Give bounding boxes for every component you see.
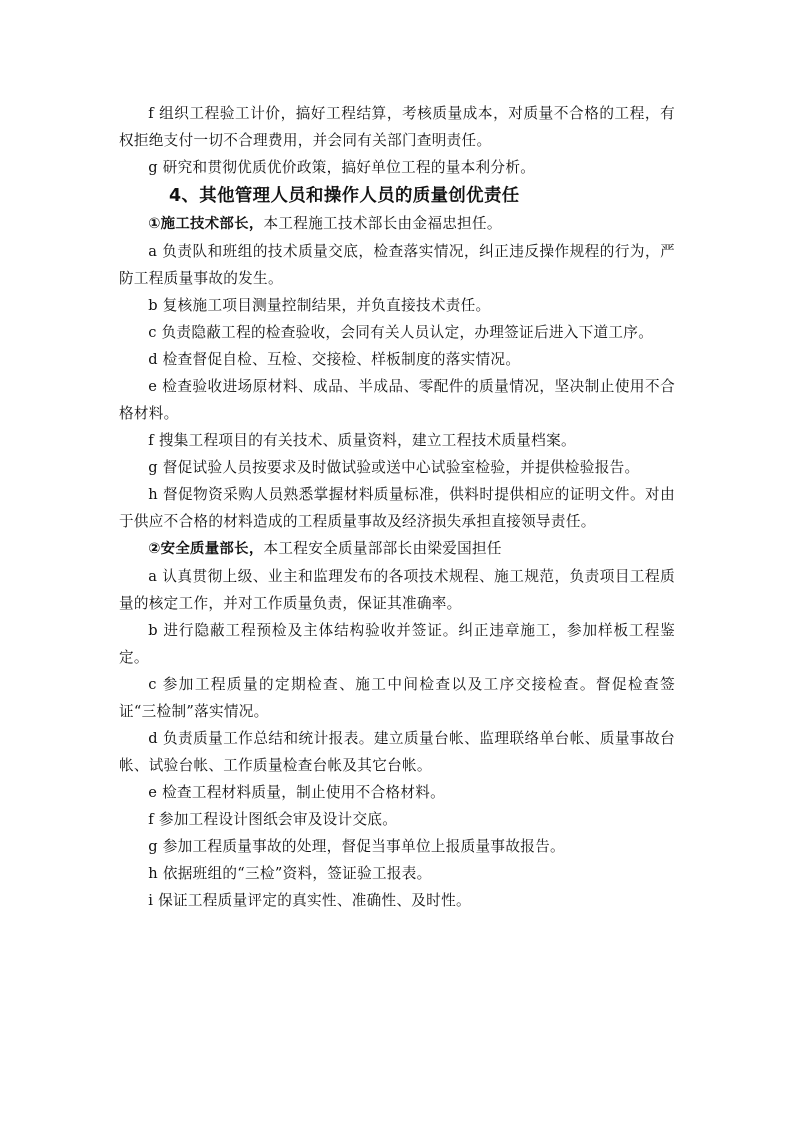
paragraph-safety-a: a 认真贯彻上级、业主和监理发布的各项技术规程、施工规范，负责项目工程质量的核定工作，并对工作质量负责，保证其准确率。 [119, 568, 675, 612]
paragraph-safety-b: b 进行隐蔽工程预检及主体结构验收并签证。纠正违章施工，参加样板工程鉴定。 [119, 622, 675, 666]
paragraph-intro-g: g 研究和贯彻优质优价政策，搞好单位工程的量本利分析。 [148, 159, 536, 176]
paragraph-tech-h: h 督促物资采购人员熟悉掌握材料质量标准，供料时提供相应的证明文件。对由于供应不合格的材料造成的工程质量事故及经济损失承担直接领导责任。 [119, 486, 675, 530]
paragraph-tech-g: g 督促试验人员按要求及时做试验或送中心试验室检验，并提供检验报告。 [148, 459, 640, 476]
paragraph-safety-i: i 保证工程质量评定的真实性、准确性、及时性。 [148, 892, 471, 909]
role-line-safety-quality [119, 535, 675, 563]
paragraph-safety-e: e 检查工程材料质量，制止使用不合格材料。 [148, 784, 446, 801]
paragraph-tech-b: b 复核施工项目测量控制结果，并负直接技术责任。 [148, 297, 491, 314]
role-title: ①施工技术部长， [148, 216, 264, 232]
role-line-construction-tech [119, 210, 675, 238]
paragraph-tech-c: c 负责隐蔽工程的检查验收，会同有关人员认定，办理签证后进入下道工序。 [148, 324, 654, 341]
paragraph-tech-e: e 检查验收进场原材料、成品、半成品、零配件的质量情况，坚决制止使用不合格材料。 [119, 378, 675, 422]
paragraph-safety-h: h 依据班组的“三检”资料，签证验工报表。 [148, 865, 432, 882]
role-lead: 本工程安全质量部部长由梁爱国担任 [263, 540, 502, 557]
paragraph-tech-f: f 搜集工程项目的有关技术、质量资料，建立工程技术质量档案。 [148, 432, 576, 449]
paragraph-intro-f: f 组织工程验工计价，搞好工程结算，考核质量成本，对质量不合格的工程，有权拒绝支付一切不合理费用，并会同有关部门查明责任。 [119, 105, 675, 149]
paragraph-tech-a: a 负责队和班组的技术质量交底，检查落实情况，纠正违反操作规程的行为，严防工程质量事故的发生。 [119, 243, 675, 287]
paragraph-tech-d: d 检查督促自检、互检、交接检、样板制度的落实情况。 [148, 351, 521, 368]
paragraph-safety-d: d 负责质量工作总结和统计报表。建立质量台帐、监理联络单台帐、质量事故台帐、试验台帐、工作质量检查台帐及其它台帐。 [119, 730, 675, 774]
paragraph-safety-c: c 参加工程质量的定期检查、施工中间检查以及工序交接检查。督促检查签证“三检制”落实情况。 [119, 676, 675, 720]
role-title: ②安全质量部长， [148, 541, 264, 557]
section-heading: 4、其他管理人员和操作人员的质量创优责任 [169, 186, 520, 206]
paragraph-safety-f: f 参加工程设计图纸会审及设计交底。 [148, 811, 398, 828]
paragraph-safety-g: g 参加工程质量事故的处理，督促当事单位上报质量事故报告。 [148, 838, 565, 855]
role-lead: 本工程施工技术部长由金福忠担任。 [263, 215, 502, 232]
document-body [119, 100, 675, 914]
